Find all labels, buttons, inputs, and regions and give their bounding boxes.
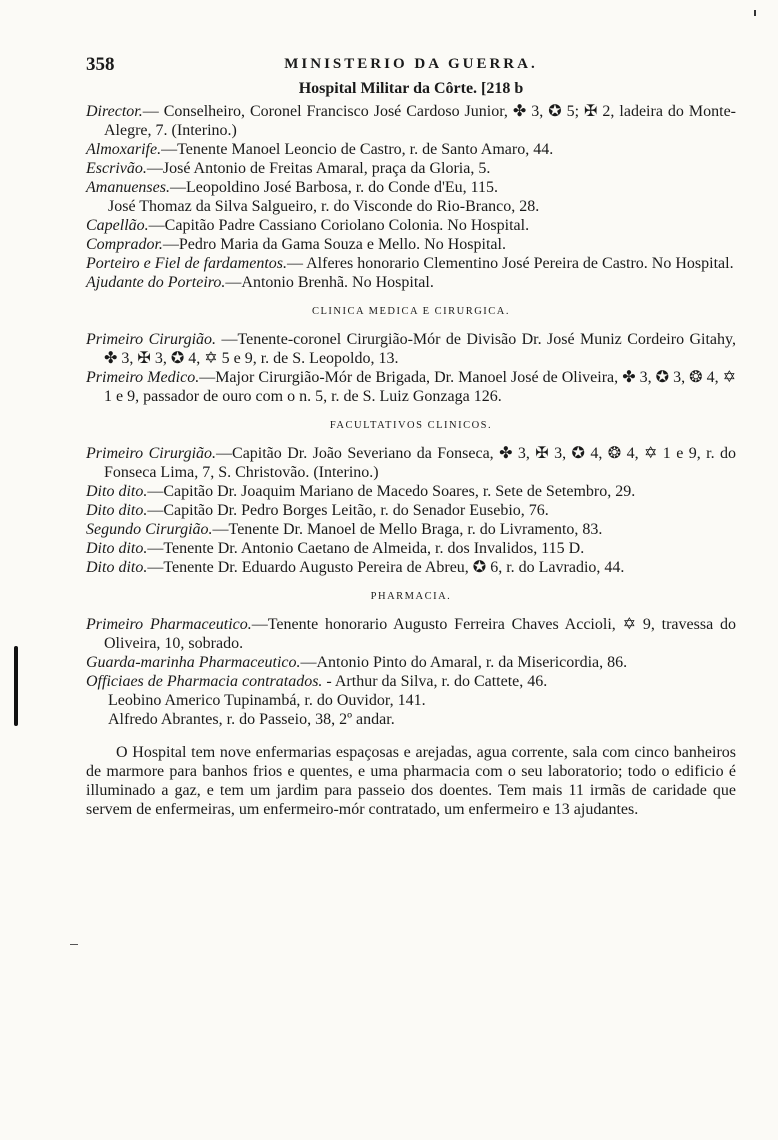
page-subtitle: Hospital Militar da Côrte. [218 b — [298, 80, 524, 97]
entry-text: —Antonio Pinto do Amaral, r. da Misericordia, 86. — [300, 654, 628, 671]
section-entry — [86, 710, 736, 729]
entry-role: Almoxarife. — [86, 141, 162, 158]
section-entry — [86, 672, 736, 691]
entry-role: Dito dito. — [86, 502, 148, 519]
entry-text: —Tenente Manoel Leoncio de Castro, r. de Santo Amaro, 44. — [161, 141, 554, 158]
page-header — [86, 48, 736, 76]
entry-text: —Tenente Dr. Eduardo Augusto Pereira de Abreu, ✪ 6, r. do Lavradio, 44. — [147, 559, 625, 576]
entry-text: —Tenente-coronel Cirurgião-Mór de Divisão Dr. José Muniz Cordeiro Gitahy, ✤ 3, ✠ 3, ✪ 4, ✡ 5 e 9, r. de S. Leopoldo, 13. — [104, 331, 736, 367]
section-entry — [86, 482, 736, 501]
entry-text: Leobino Americo Tupinambá, r. do Ouvidor, 141. — [108, 692, 426, 709]
staff-entry — [86, 216, 736, 235]
staff-entry — [86, 273, 736, 292]
entry-text: - Arthur da Silva, r. do Cattete, 46. — [322, 673, 548, 690]
closing-paragraph: O Hospital tem nove enfermarias espaçosas e arejadas, agua corrente, sala com cinco banheiros de marmore para banhos frios e quentes, e uma pharmacia com o seu laboratorio; todo o edificio é illuminado a gaz, e tem um jardim para passeio dos doentes. Tem mais 11 irmãs de caridade que servem de enfermeiras, um enfermeiro-mór contratado, um enfermeiro e 13 ajudantes. — [86, 744, 736, 818]
entry-role: Primeiro Pharmaceutico. — [86, 616, 252, 633]
section-entry — [86, 520, 736, 539]
entry-role: Capellão. — [86, 217, 149, 234]
margin-ink-mark — [14, 646, 18, 726]
section-entry — [86, 444, 736, 482]
entry-role: Officiaes de Pharmacia contratados. — [86, 673, 323, 690]
entry-role: Primeiro Cirurgião. — [86, 331, 217, 348]
section-entry — [86, 558, 736, 577]
section-entry — [86, 691, 736, 710]
entry-text: Alfredo Abrantes, r. do Passeio, 38, 2º andar. — [108, 711, 395, 728]
entry-role: Primeiro Medico. — [86, 369, 200, 386]
document-page — [86, 48, 736, 819]
entry-role: Ajudante do Porteiro. — [86, 274, 226, 291]
entry-text: —Capitão Padre Cassiano Coriolano Colonia. No Hospital. — [148, 217, 530, 234]
section-clinica — [86, 330, 736, 406]
entry-text: — Alferes honorario Clementino José Pereira de Castro. No Hospital. — [287, 255, 734, 272]
section-heading-facultativos: FACULTATIVOS CLINICOS. — [329, 420, 493, 431]
entry-text: —Tenente Dr. Antonio Caetano de Almeida, r. dos Invalidos, 115 D. — [147, 540, 585, 557]
running-title: MINISTERIO DA GUERRA. — [284, 56, 538, 72]
entry-text: —José Antonio de Freitas Amaral, praça da Gloria, 5. — [146, 160, 491, 177]
section-heading-pharmacia: PHARMACIA. — [370, 591, 452, 602]
entry-role: Dito dito. — [86, 540, 148, 557]
section-entry — [86, 615, 736, 653]
entry-role: Director. — [86, 103, 143, 120]
entry-text: —Capitão Dr. João Severiano da Fonseca, ✤ 3, ✠ 3, ✪ 4, ❂ 4, ✡ 1 e 9, r. do Fonseca Lima, 7, S. Christovão. (Interino.) — [104, 445, 736, 481]
entry-role: Primeiro Cirurgião. — [86, 445, 217, 462]
entry-text: —Antonio Brenhã. No Hospital. — [225, 274, 434, 291]
staff-entry — [86, 235, 736, 254]
entry-role: Dito dito. — [86, 483, 148, 500]
entry-role: Porteiro e Fiel de fardamentos. — [86, 255, 287, 272]
section-facultativos — [86, 444, 736, 577]
section-entry — [86, 330, 736, 368]
entry-role: Amanuenses. — [86, 179, 170, 196]
staff-entry — [86, 254, 736, 273]
entry-text: —Major Cirurgião-Mór de Brigada, Dr. Manoel José de Oliveira, ✤ 3, ✪ 3, ❂ 4, ✡ 1 e 9, passador de ouro com o n. 5, r. de S. Luiz Gonzaga 126. — [104, 369, 736, 405]
entry-text: —Tenente honorario Augusto Ferreira Chaves Accioli, ✡ 9, travessa do Oliveira, 10, sobrado. — [104, 616, 736, 652]
margin-dash-mark — [70, 944, 78, 945]
page-number: 358 — [86, 54, 115, 75]
staff-list — [86, 102, 736, 292]
entry-text: —Pedro Maria da Gama Souza e Mello. No Hospital. — [162, 236, 506, 253]
section-entry — [86, 368, 736, 406]
entry-text: —Tenente Dr. Manoel de Mello Braga, r. do Livramento, 83. — [212, 521, 603, 538]
entry-role: Escrivão. — [86, 160, 147, 177]
section-entry — [86, 653, 736, 672]
entry-role: Guarda-marinha Pharmaceutico. — [86, 654, 301, 671]
entry-role: Dito dito. — [86, 559, 148, 576]
entry-text: —Capitão Dr. Joaquim Mariano de Macedo Soares, r. Sete de Setembro, 29. — [147, 483, 636, 500]
entry-text: —Leopoldino José Barbosa, r. do Conde d'Eu, 115. — [169, 179, 499, 196]
staff-entry — [86, 197, 736, 216]
staff-entry — [86, 102, 736, 140]
entry-text: —Capitão Dr. Pedro Borges Leitão, r. do Senador Eusebio, 76. — [147, 502, 549, 519]
section-pharmacia — [86, 615, 736, 729]
staff-entry — [86, 159, 736, 178]
section-entry — [86, 539, 736, 558]
staff-entry — [86, 178, 736, 197]
entry-text: José Thomaz da Silva Salgueiro, r. do Visconde do Rio-Branco, 28. — [108, 198, 540, 215]
staff-entry — [86, 140, 736, 159]
entry-role: Comprador. — [86, 236, 163, 253]
entry-role: Segundo Cirurgião. — [86, 521, 213, 538]
entry-text: — Conselheiro, Coronel Francisco José Cardoso Junior, ✤ 3, ✪ 5; ✠ 2, ladeira do Monte-Alegre, 7. (Interino.) — [104, 103, 736, 139]
corner-speck — [754, 10, 756, 16]
section-entry — [86, 501, 736, 520]
section-heading-clinica: CLINICA MEDICA E CIRURGICA. — [311, 306, 510, 317]
